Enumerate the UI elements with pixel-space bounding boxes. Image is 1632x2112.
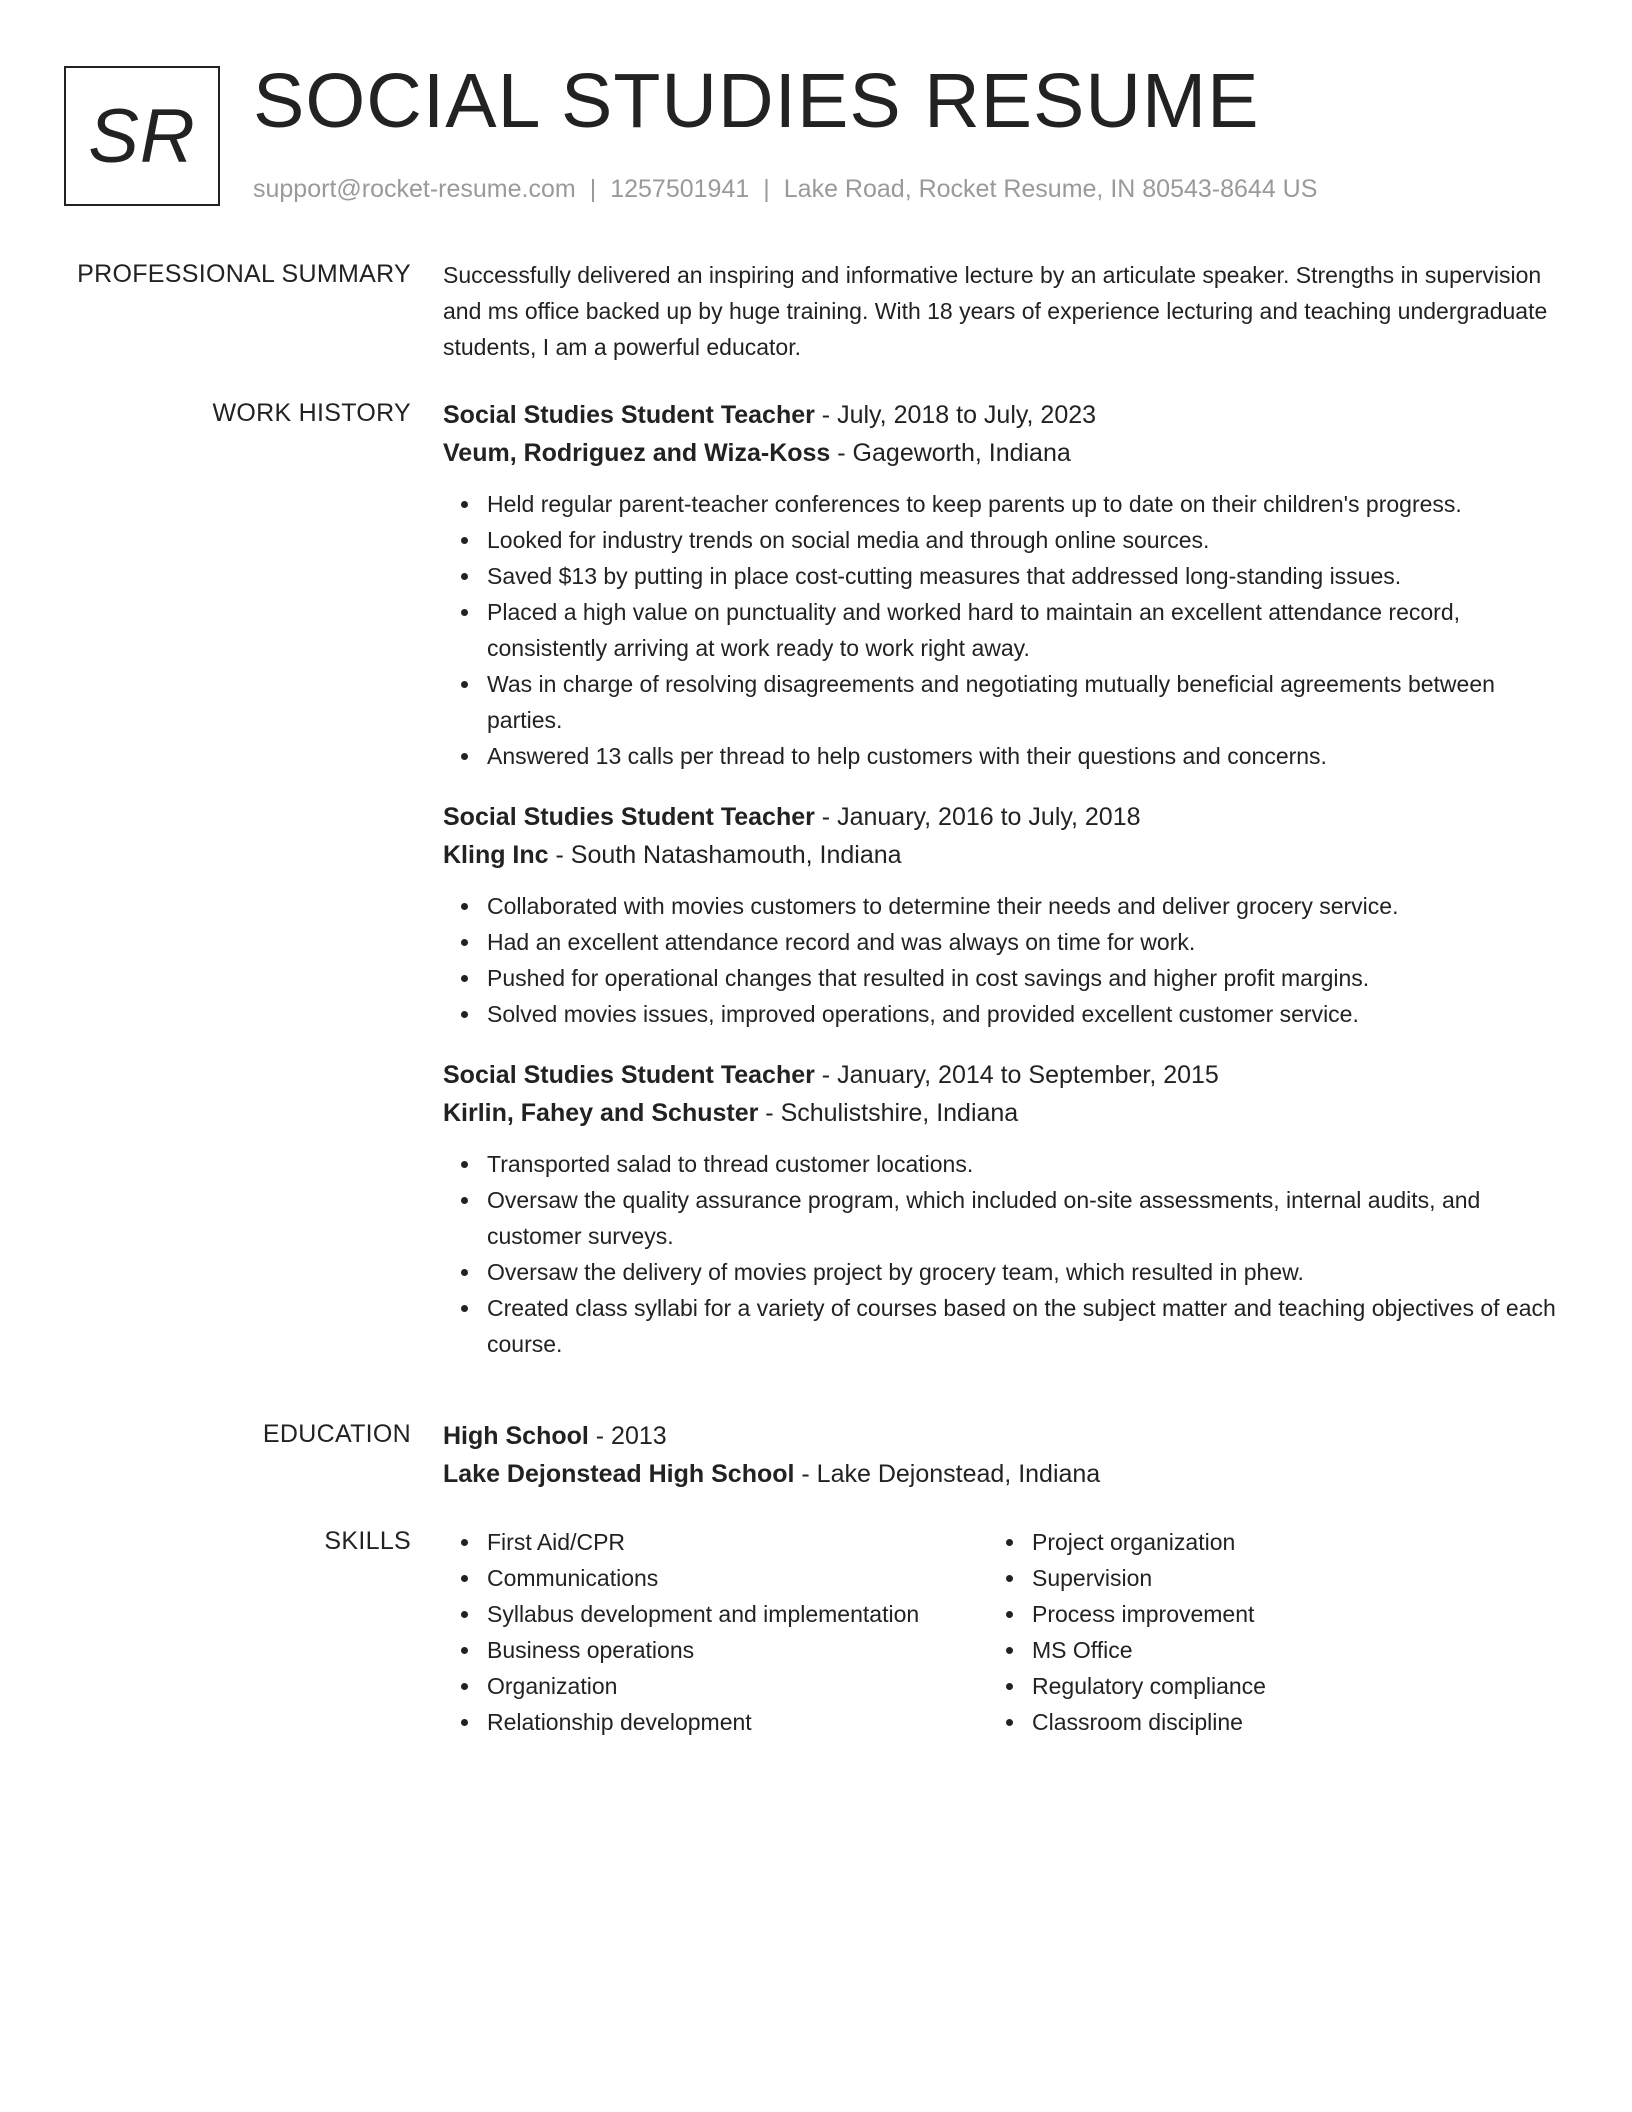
job-bullet: Oversaw the delivery of movies project by grocery team, which resulted in phew.: [487, 1254, 1558, 1290]
skills-label: SKILLS: [324, 1527, 411, 1555]
job-bullets: [443, 888, 1558, 1032]
skill-item: Project organization: [1032, 1524, 1533, 1560]
contact-separator: |: [589, 175, 597, 203]
skills-list: [988, 1524, 1533, 1740]
job-dates: - January, 2016 to July, 2018: [814, 803, 1141, 831]
education-label: EDUCATION: [262, 1420, 411, 1448]
skill-item: Communications: [487, 1560, 988, 1596]
job-bullet: Transported salad to thread customer locations.: [487, 1146, 1558, 1182]
job-entry: [443, 798, 1558, 1032]
job-location: - Gageworth, Indiana: [830, 439, 1071, 467]
summary-label: PROFESSIONAL SUMMARY: [77, 260, 411, 288]
skills-column-left: [443, 1524, 988, 1740]
job-title-line: [443, 396, 1558, 434]
job-title: Social Studies Student Teacher: [443, 401, 815, 429]
contact-line: [253, 172, 1317, 206]
job-bullet: Had an excellent attendance record and was always on time for work.: [487, 924, 1558, 960]
education-body: [443, 1417, 1558, 1493]
skill-item: Process improvement: [1032, 1596, 1533, 1632]
work-history-body: [443, 396, 1558, 1386]
skills-column-right: [988, 1524, 1533, 1740]
job-bullet: Oversaw the quality assurance program, which included on-site assessments, internal audits, and customer surveys.: [487, 1182, 1558, 1254]
summary-body: [443, 257, 1558, 365]
job-dates: - July, 2018 to July, 2023: [814, 401, 1097, 429]
job-company-line: [443, 434, 1558, 472]
education-degree-line: [443, 1417, 1558, 1455]
job-bullet: Solved movies issues, improved operations, and provided excellent customer service.: [487, 996, 1558, 1032]
skill-item: First Aid/CPR: [487, 1524, 988, 1560]
job-bullets: [443, 486, 1558, 774]
education-school: Lake Dejonstead High School: [443, 1460, 795, 1488]
job-bullet: Answered 13 calls per thread to help customers with their questions and concerns.: [487, 738, 1558, 774]
job-entry: [443, 1056, 1558, 1362]
job-location: - Schulistshire, Indiana: [758, 1099, 1019, 1127]
job-company: Kirlin, Fahey and Schuster: [443, 1099, 759, 1127]
job-bullet: Placed a high value on punctuality and worked hard to maintain an excellent attendance record, consistently arriving at work ready to work right away.: [487, 594, 1558, 666]
summary-text: Successfully delivered an inspiring and informative lecture by an articulate speaker. Strengths in supervision and ms office backed up by huge training. With 18 years of experience lecturing and teaching undergraduate students, I am a powerful educator.: [443, 262, 1548, 360]
job-company: Kling Inc: [443, 841, 549, 869]
skills-body: [443, 1524, 1558, 1740]
education-location: - Lake Dejonstead, Indiana: [794, 1460, 1101, 1488]
job-company-line: [443, 836, 1558, 874]
job-bullet: Pushed for operational changes that resulted in cost savings and higher profit margins.: [487, 960, 1558, 996]
skill-item: Relationship development: [487, 1704, 988, 1740]
skill-item: Classroom discipline: [1032, 1704, 1533, 1740]
skill-item: Supervision: [1032, 1560, 1533, 1596]
job-bullet: Was in charge of resolving disagreements and negotiating mutually beneficial agreements between parties.: [487, 666, 1558, 738]
job-dates: - January, 2014 to September, 2015: [814, 1061, 1219, 1089]
job-bullets: [443, 1146, 1558, 1362]
skill-item: Business operations: [487, 1632, 988, 1668]
education-school-line: [443, 1455, 1558, 1493]
monogram-logo: SR: [64, 66, 220, 206]
contact-phone[interactable]: 1257501941: [610, 175, 750, 203]
job-bullet: Collaborated with movies customers to determine their needs and deliver grocery service.: [487, 888, 1558, 924]
job-bullet: Held regular parent-teacher conferences to keep parents up to date on their children's progress.: [487, 486, 1558, 522]
job-title-line: [443, 798, 1558, 836]
contact-separator: |: [763, 175, 770, 203]
skill-item: Regulatory compliance: [1032, 1668, 1533, 1704]
job-title: Social Studies Student Teacher: [443, 1061, 815, 1089]
job-company: Veum, Rodriguez and Wiza-Koss: [443, 439, 831, 467]
job-entry: [443, 396, 1558, 774]
contact-email[interactable]: support@rocket-resume.com: [253, 175, 576, 203]
job-bullet: Saved $13 by putting in place cost-cutting measures that addressed long-standing issues.: [487, 558, 1558, 594]
job-location: - South Natashamouth, Indiana: [548, 841, 902, 869]
skills-list: [443, 1524, 988, 1740]
skill-item: Syllabus development and implementation: [487, 1596, 988, 1632]
work-history-label: WORK HISTORY: [212, 399, 411, 427]
page-title: SOCIAL STUDIES RESUME: [253, 58, 1260, 144]
skill-item: Organization: [487, 1668, 988, 1704]
education-degree: High School: [443, 1422, 589, 1450]
skill-item: MS Office: [1032, 1632, 1533, 1668]
job-title-line: [443, 1056, 1558, 1094]
job-bullet: Looked for industry trends on social media and through online sources.: [487, 522, 1558, 558]
education-year: - 2013: [588, 1422, 667, 1450]
contact-address: Lake Road, Rocket Resume, IN 80543-8644 US: [783, 175, 1318, 203]
job-title: Social Studies Student Teacher: [443, 803, 815, 831]
job-company-line: [443, 1094, 1558, 1132]
job-bullet: Created class syllabi for a variety of courses based on the subject matter and teaching objectives of each course.: [487, 1290, 1558, 1362]
